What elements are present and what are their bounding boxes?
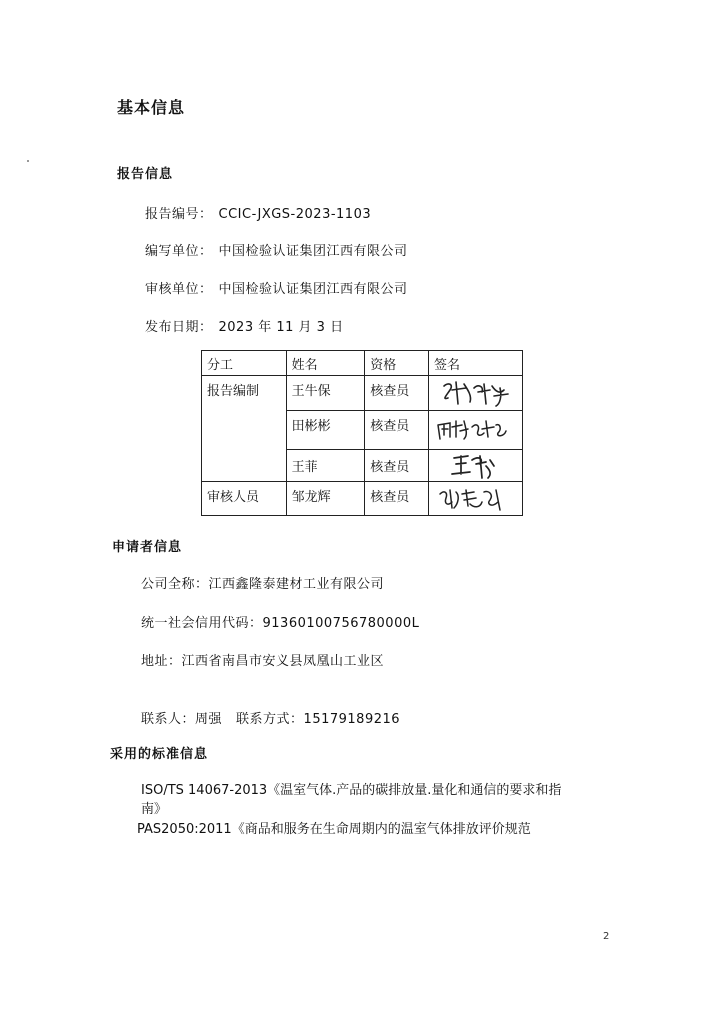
staff-name: 王牛保 xyxy=(291,384,331,399)
report-number-row xyxy=(145,203,371,222)
standards-section-title: 采用的标准信息 xyxy=(110,747,209,762)
name-cell xyxy=(286,482,365,516)
staff-qualification: 核查员 xyxy=(370,460,410,475)
staff-name: 邹龙辉 xyxy=(291,490,331,505)
signature-cell xyxy=(428,450,522,482)
compiler-row xyxy=(145,240,408,259)
group-review-cell xyxy=(202,482,287,516)
staff-name: 王菲 xyxy=(291,460,318,475)
header-qualification: 资格 xyxy=(365,351,429,376)
credit-code-label: 统一社会信用代码： xyxy=(141,616,263,631)
compiler-label: 编写单位： xyxy=(145,244,213,259)
qualification-cell xyxy=(365,482,429,516)
address-label: 地址： xyxy=(141,654,182,669)
page-title: 基本信息 xyxy=(117,98,186,117)
applicant-section-title: 申请者信息 xyxy=(112,540,183,555)
signature-cell xyxy=(428,411,522,450)
standard-iso-line: ISO/TS 14067-2013《温室气体.产品的碳排放量.量化和通信的要求和指 xyxy=(141,783,562,798)
contact-row xyxy=(141,708,400,727)
table-row xyxy=(202,482,523,516)
handwritten-signature xyxy=(434,411,517,445)
signature-cell xyxy=(428,376,522,411)
credit-code-value: 91360100756780000L xyxy=(262,616,420,631)
scan-speck xyxy=(27,160,29,162)
address-row xyxy=(141,650,384,669)
table-row xyxy=(202,376,523,411)
report-number-value: CCIC-JXGS-2023-1103 xyxy=(218,207,372,222)
date-label: 发布日期： xyxy=(145,320,213,335)
report-number-label: 报告编号： xyxy=(145,207,213,222)
group-compile-cell xyxy=(202,376,287,482)
staff-name: 田彬彬 xyxy=(291,419,331,434)
staff-qualification: 核查员 xyxy=(370,490,410,505)
staff-qualification: 核查员 xyxy=(370,384,410,399)
staff-table xyxy=(201,350,523,516)
reviewer-row xyxy=(145,278,408,297)
address-value: 江西省南昌市安义县凤凰山工业区 xyxy=(181,654,385,669)
reviewer-label: 审核单位： xyxy=(145,282,213,297)
qualification-cell xyxy=(365,411,429,450)
contact-label: 联系人： xyxy=(141,712,196,727)
phone-value: 15179189216 xyxy=(303,712,401,727)
signature-cell xyxy=(428,482,522,516)
handwritten-signature xyxy=(434,376,517,408)
handwritten-signature xyxy=(434,450,517,480)
reviewer-value: 中国检验认证集团江西有限公司 xyxy=(218,282,408,297)
contact-value: 周强 xyxy=(195,712,223,727)
staff-qualification: 核查员 xyxy=(370,419,410,434)
phone-label: 联系方式： xyxy=(236,712,304,727)
header-name: 姓名 xyxy=(286,351,365,376)
standard-iso-line-cont: 南》 xyxy=(141,802,168,817)
company-value: 江西鑫隆泰建材工业有限公司 xyxy=(208,577,385,592)
qualification-cell xyxy=(365,450,429,482)
report-section-title: 报告信息 xyxy=(117,167,174,182)
group-review-label: 审核人员 xyxy=(207,490,260,505)
name-cell xyxy=(286,411,365,450)
date-value: 2023 年 11 月 3 日 xyxy=(218,320,344,335)
credit-code-row xyxy=(141,612,419,631)
compiler-value: 中国检验认证集团江西有限公司 xyxy=(218,244,408,259)
handwritten-signature xyxy=(434,482,517,514)
company-label: 公司全称： xyxy=(141,577,209,592)
table-header-row xyxy=(202,351,523,376)
group-compile-label: 报告编制 xyxy=(207,384,260,399)
standard-pas-line: PAS2050:2011《商品和服务在生命周期内的温室气体排放评价规范 xyxy=(137,822,531,837)
date-row xyxy=(145,316,344,335)
name-cell xyxy=(286,450,365,482)
name-cell xyxy=(286,376,365,411)
header-division: 分工 xyxy=(202,351,287,376)
company-row xyxy=(141,573,384,592)
page-number: 2 xyxy=(603,931,610,942)
header-signature: 签名 xyxy=(428,351,522,376)
qualification-cell xyxy=(365,376,429,411)
